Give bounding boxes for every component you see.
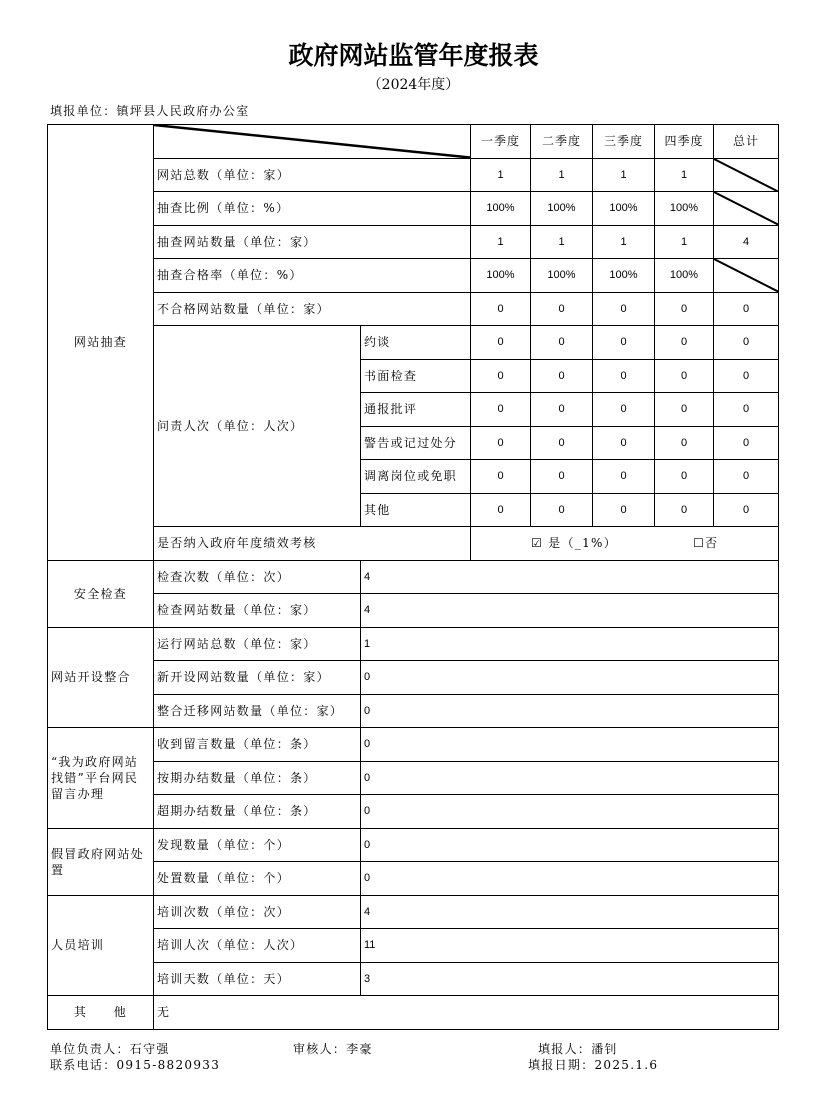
training-row-value: 3 (361, 962, 779, 996)
sampling-ratio-q3: 100% (593, 192, 655, 226)
report-title: 政府网站监管年度报表 (288, 41, 539, 70)
integration-row-label: 整合迁移网站数量（单位：家） (154, 694, 361, 728)
sampled-sites-total: 4 (714, 225, 779, 259)
accountability-item-label: 调离岗位或免职 (361, 460, 471, 494)
performance-review-options (471, 527, 779, 561)
header-total: 总计 (714, 125, 779, 159)
header-q4: 四季度 (655, 125, 714, 159)
sampled-sites-q3: 1 (593, 225, 655, 259)
category-counterfeit: 假冒政府网站处置 (48, 828, 154, 895)
accountability-q2: 0 (531, 359, 593, 393)
accountability-item-label: 书面检查 (361, 359, 471, 393)
footer-reviewer: 审核人：李豪 (293, 1042, 373, 1056)
training-row-label: 培训次数（单位：次） (154, 895, 361, 929)
accountability-total: 0 (714, 493, 779, 527)
messages-row-value: 0 (361, 795, 779, 829)
counterfeit-row-value: 0 (361, 828, 779, 862)
accountability-q4: 0 (655, 359, 714, 393)
sampling-ratio-total-empty (714, 192, 779, 226)
diagonal-line (714, 159, 778, 192)
header-q2: 二季度 (531, 125, 593, 159)
table-row (48, 828, 779, 862)
counterfeit-row-label: 发现数量（单位：个） (154, 828, 361, 862)
accountability-q3: 0 (593, 426, 655, 460)
accountability-q2: 0 (531, 460, 593, 494)
table-row (48, 761, 779, 795)
counterfeit-row-value: 0 (361, 862, 779, 896)
accountability-q1: 0 (471, 426, 531, 460)
total-sites-q1: 1 (471, 158, 531, 192)
failed-sites-q2: 0 (531, 292, 593, 326)
pass-rate-q1: 100% (471, 259, 531, 293)
failed-sites-q4: 0 (655, 292, 714, 326)
accountability-q1: 0 (471, 393, 531, 427)
table-row (48, 192, 779, 226)
performance-review-no: ☐否 (693, 536, 719, 551)
security-row-label: 检查次数（单位：次） (154, 560, 361, 594)
table-row (48, 694, 779, 728)
accountability-q4: 0 (655, 326, 714, 360)
accountability-q2: 0 (531, 426, 593, 460)
accountability-q1: 0 (471, 359, 531, 393)
sampled-sites-q4: 1 (655, 225, 714, 259)
accountability-q3: 0 (593, 326, 655, 360)
accountability-label: 问责人次（单位：人次） (154, 326, 361, 527)
footer-unit-head: 单位负责人：石守强 (50, 1042, 170, 1056)
accountability-q1: 0 (471, 493, 531, 527)
accountability-q3: 0 (593, 359, 655, 393)
table-row (48, 594, 779, 628)
footer-phone: 联系电话：0915-8820933 (50, 1058, 221, 1072)
accountability-item-label: 其他 (361, 493, 471, 527)
training-row-value: 4 (361, 895, 779, 929)
pass-rate-q3: 100% (593, 259, 655, 293)
integration-row-label: 新开设网站数量（单位：家） (154, 661, 361, 695)
total-sites-q3: 1 (593, 158, 655, 192)
table-row (48, 292, 779, 326)
table-row (48, 661, 779, 695)
table-row (48, 996, 779, 1030)
table-row (48, 728, 779, 762)
accountability-item-label: 约谈 (361, 326, 471, 360)
pass-rate-label: 抽查合格率（单位：%） (154, 259, 471, 293)
counterfeit-row-label: 处置数量（单位：个） (154, 862, 361, 896)
category-other: 其 他 (48, 996, 154, 1030)
footer-filler: 填报人：潘钊 (538, 1042, 618, 1056)
training-row-label: 培训人次（单位：人次） (154, 929, 361, 963)
security-row-value: 4 (361, 560, 779, 594)
pass-rate-total-empty (714, 259, 779, 293)
failed-sites-total: 0 (714, 292, 779, 326)
sampled-sites-q1: 1 (471, 225, 531, 259)
sampled-sites-label: 抽查网站数量（单位：家） (154, 225, 471, 259)
diagonal-line (154, 125, 470, 158)
table-row (48, 259, 779, 293)
sampling-ratio-q2: 100% (531, 192, 593, 226)
category-training: 人员培训 (48, 895, 154, 996)
performance-review-yes: ☑ 是（_1%） (531, 536, 618, 551)
diagonal-line (714, 259, 778, 292)
messages-row-value: 0 (361, 728, 779, 762)
failed-sites-q1: 0 (471, 292, 531, 326)
accountability-total: 0 (714, 359, 779, 393)
security-row-label: 检查网站数量（单位：家） (154, 594, 361, 628)
table-row (48, 225, 779, 259)
total-sites-total-empty (714, 158, 779, 192)
messages-row-label: 按期办结数量（单位：条） (154, 761, 361, 795)
integration-row-value: 1 (361, 627, 779, 661)
table-row (48, 527, 779, 561)
training-row-label: 培训天数（单位：天） (154, 962, 361, 996)
report-year: （2024年度） (367, 77, 460, 93)
category-messages: “我为政府网站找错”平台网民留言办理 (48, 728, 154, 829)
accountability-q1: 0 (471, 460, 531, 494)
pass-rate-q4: 100% (655, 259, 714, 293)
performance-review-label: 是否纳入政府年度绩效考核 (154, 527, 471, 561)
accountability-q2: 0 (531, 326, 593, 360)
category-integration: 网站开设整合 (48, 627, 154, 728)
table-row (48, 560, 779, 594)
total-sites-q4: 1 (655, 158, 714, 192)
table-row (48, 962, 779, 996)
accountability-q3: 0 (593, 460, 655, 494)
reporting-unit: 填报单位：镇坪县人民政府办公室 (50, 104, 250, 118)
table-row (48, 929, 779, 963)
sampling-ratio-q1: 100% (471, 192, 531, 226)
sampling-ratio-q4: 100% (655, 192, 714, 226)
security-row-value: 4 (361, 594, 779, 628)
accountability-q3: 0 (593, 493, 655, 527)
header-q3: 三季度 (593, 125, 655, 159)
accountability-q3: 0 (593, 393, 655, 427)
other-value: 无 (154, 996, 779, 1030)
accountability-total: 0 (714, 393, 779, 427)
accountability-q2: 0 (531, 493, 593, 527)
table-row (48, 627, 779, 661)
category-security: 安全检查 (48, 560, 154, 627)
accountability-item-label: 通报批评 (361, 393, 471, 427)
category-sampling: 网站抽查 (48, 125, 154, 561)
header-row (48, 125, 779, 159)
pass-rate-q2: 100% (531, 259, 593, 293)
messages-row-label: 收到留言数量（单位：条） (154, 728, 361, 762)
integration-row-label: 运行网站总数（单位：家） (154, 627, 361, 661)
integration-row-value: 0 (361, 661, 779, 695)
accountability-total: 0 (714, 326, 779, 360)
accountability-total: 0 (714, 426, 779, 460)
accountability-q1: 0 (471, 326, 531, 360)
accountability-q4: 0 (655, 393, 714, 427)
header-q1: 一季度 (471, 125, 531, 159)
training-row-value: 11 (361, 929, 779, 963)
table-row (48, 158, 779, 192)
sampling-ratio-label: 抽查比例（单位：%） (154, 192, 471, 226)
accountability-item-label: 警告或记过处分 (361, 426, 471, 460)
footer-date: 填报日期：2025.1.6 (528, 1058, 659, 1072)
accountability-q2: 0 (531, 393, 593, 427)
messages-row-value: 0 (361, 761, 779, 795)
table-row (48, 862, 779, 896)
diagonal-line (714, 192, 778, 225)
table-row (48, 326, 779, 360)
failed-sites-label: 不合格网站数量（单位：家） (154, 292, 471, 326)
accountability-q4: 0 (655, 493, 714, 527)
sampled-sites-q2: 1 (531, 225, 593, 259)
accountability-total: 0 (714, 460, 779, 494)
messages-row-label: 超期办结数量（单位：条） (154, 795, 361, 829)
total-sites-label: 网站总数（单位：家） (154, 158, 471, 192)
header-diagonal-cell (154, 125, 471, 159)
table-row (48, 895, 779, 929)
total-sites-q2: 1 (531, 158, 593, 192)
failed-sites-q3: 0 (593, 292, 655, 326)
table-row (48, 795, 779, 829)
report-table (47, 124, 779, 1030)
accountability-q4: 0 (655, 460, 714, 494)
accountability-q4: 0 (655, 426, 714, 460)
integration-row-value: 0 (361, 694, 779, 728)
